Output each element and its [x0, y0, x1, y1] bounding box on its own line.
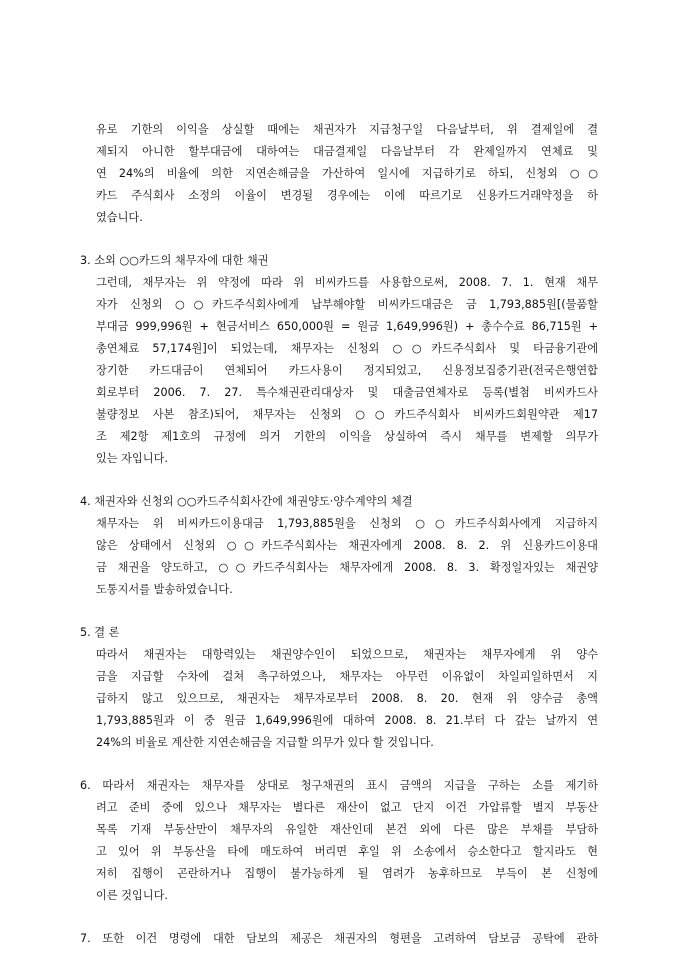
text-line: 부대금 999,996원 + 현금서비스 650,000원 = 원금 1,649,996원) + 총수수료 86,715원 + [96, 320, 598, 333]
text-line: 그런데, 채무자는 위 약정에 따라 위 비씨카드를 사용함으로써, 2008. 7. 1. 현재 채무 [96, 276, 598, 289]
text-line: 금 채권을 양도하고, ○○카드주식회사는 채무자에게 2008. 8. 3. 확정일자있는 채권양 [96, 561, 598, 574]
text-line: 고 있어 위 부동산을 타에 매도하여 버리면 후일 위 소송에서 승소한다고 할지라도 현 [96, 845, 598, 858]
text-line: 회로부터 2006. 7. 27. 특수채권관리대상자 및 대출금연체자로 등록(별첨 비씨카드사 [96, 386, 598, 399]
text-line: 였습니다. [96, 211, 143, 224]
text-line: 않은 상태에서 신청외 ○○카드주식회사는 채권자에게 2008. 8. 2. 위 신용카드이용대 [96, 539, 598, 552]
section-heading-6: 6. 따라서 채권자는 채무자를 상대로 청구채권의 표시 금액의 지급을 구하는 소를 제기하 [80, 779, 598, 792]
section-heading-4: 4. 채권자와 신청외 ○○카드주식회사간에 채권양도·양수계약의 체결 [80, 495, 413, 508]
text-line: 급하지 않고 있으므로, 채권자는 채무자로부터 2008. 8. 20. 현재 위 양수금 총액 [96, 692, 598, 705]
text-line: 유로 기한의 이익을 상실할 때에는 채권자가 지급청구일 다음날부터, 위 결제일에 결 [96, 123, 598, 136]
text-line: 이른 것입니다. [96, 889, 168, 902]
text-line: 24%의 비율로 계산한 지연손해금을 지급할 의무가 있다 할 것입니다. [96, 736, 434, 749]
text-line: 따라서 채권자는 대항력있는 채권양수인이 되었으므로, 채권자는 채무자에게 위 양수 [96, 648, 598, 661]
text-line: 목록 기재 부동산만이 채무자의 유일한 재산인데 본건 외에 다른 많은 부채를 부담하 [96, 823, 598, 836]
section-heading-7: 7. 또한 이건 명령에 대한 담보의 제공은 채권자의 형편을 고려하여 담보금 공탁에 관하 [80, 932, 598, 945]
text-line: 금을 지급할 수차에 걸쳐 촉구하였으나, 채무자는 아무런 이유없이 차일피일하면서 지 [96, 670, 598, 683]
text-line: 1,793,885원과 이 중 원금 1,649,996원에 대하여 2008. 8. 21.부터 다 갚는 날까지 연 [96, 714, 598, 727]
section-heading-5: 5. 결 론 [80, 626, 120, 639]
text-line: 연 24%의 비율에 의한 지연손해금을 가산하여 일시에 지급하기로 하되, 신청외 ○○ [96, 167, 598, 180]
text-line: 려고 준비 중에 있으나 채무자는 별다른 재산이 없고 단지 이건 가압류할 별지 부동산 [96, 801, 598, 814]
text-line: 제되지 아니한 할부대금에 대하여는 대금결제일 다음날부터 각 완제일까지 연체료 및 [96, 145, 598, 158]
text-line: 장기한 카드대금이 연체되어 카드사용이 정지되었고, 신용정보집중기관(전국은행연합 [96, 364, 598, 377]
text-line: 자가 신청외 ○○카드주식회사에게 납부해야할 비씨카드대금은 금 1,793,885원[(물품할 [96, 298, 598, 311]
text-line: 있는 자입니다. [96, 452, 168, 465]
text-line: 조 제2항 제1호의 규정에 의거 기한의 이익을 상실하여 즉시 채무를 변제할 의무가 [96, 430, 598, 443]
text-line: 총연체료 57,174원]이 되었는데, 채무자는 신청외 ○○카드주식회사 및 타금융기관에 [96, 342, 598, 355]
text-line: 카드 주식회사 소정의 이율이 변경될 경우에는 이에 따르기로 신용카드거래약정을 하 [96, 189, 598, 202]
text-line: 저히 집행이 곤란하거나 집행이 불가능하게 될 염려가 농후하므로 부득이 본 신청에 [96, 867, 598, 880]
text-line: 불량정보 사본 참조)되어, 채무자는 신청외 ○○카드주식회사 비씨카드회원약관 제17 [96, 408, 598, 421]
section-heading-3: 3. 소외 ○○카드의 채무자에 대한 채권 [80, 254, 269, 267]
text-line: 채무자는 위 비씨카드이용대금 1,793,885원을 신청외 ○○카드주식회사에게 지급하지 [96, 517, 598, 530]
text-line: 도통지서를 발송하였습니다. [96, 583, 233, 596]
